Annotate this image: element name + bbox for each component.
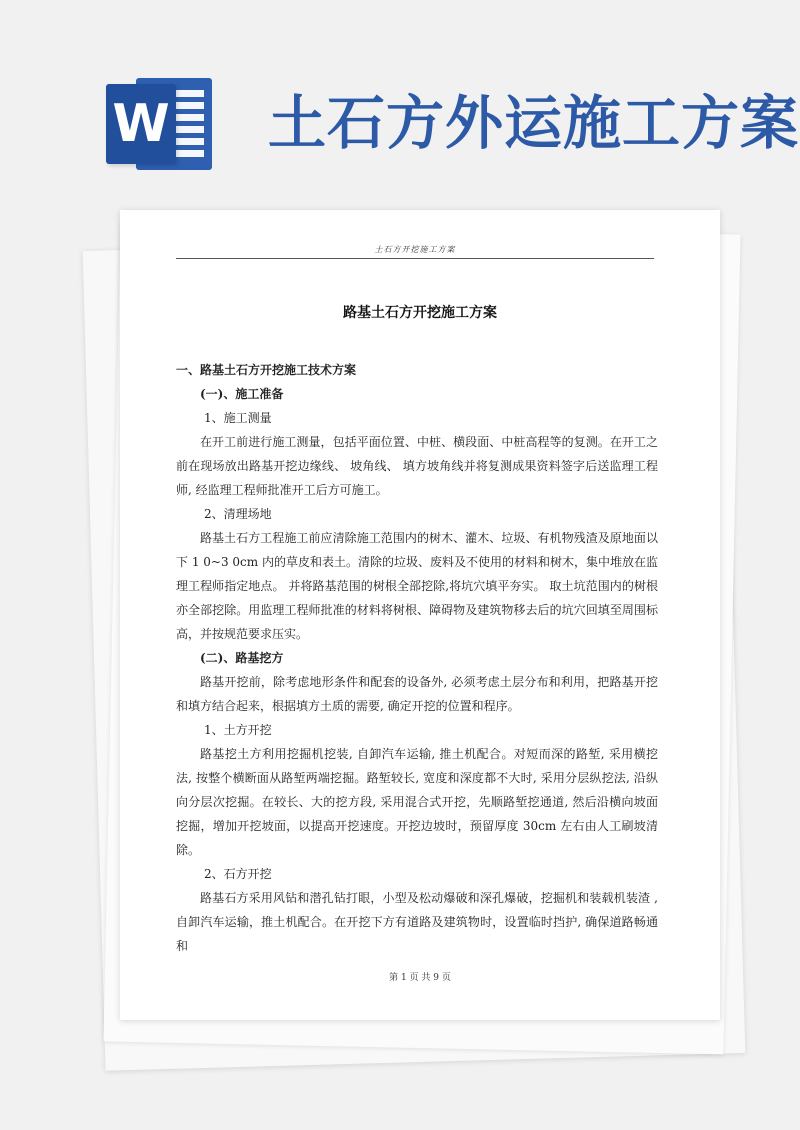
document-page <box>120 210 720 1020</box>
page-header: 土石方开挖施工方案 <box>374 245 456 254</box>
document-body <box>176 358 658 958</box>
section-heading: (二)、路基挖方 <box>200 651 284 665</box>
header-divider <box>176 258 654 259</box>
section-heading: 2、清理场地 <box>204 507 272 521</box>
paragraph: 路基土石方工程施工前应清除施工范围内的树木、灌木、垃圾、有机物残渣及原地面以下 1 0~3 0cm 内的草皮和表土。清除的垃圾、废料及不使用的材料和树木，集中堆放在监理工程师指定地点。 并将路基范围的树根全部挖除,将坑穴填平夯实。 取土坑范围内的树根亦全部挖除。用监理工程师批准的材料将树根、障碍物及建筑物移去后的坑穴回填至周围标高，并按规范要求压实。 <box>176 531 658 641</box>
section-heading: 1、施工测量 <box>204 411 272 425</box>
paragraph: 路基挖土方利用挖掘机挖装, 自卸汽车运输, 推土机配合。对短而深的路堑, 采用横挖法, 按整个横断面从路堑两端挖掘。路堑较长, 宽度和深度都不大时, 采用分层纵挖法, 沿纵向分层次挖掘。在较长、大的挖方段, 采用混合式开挖，先顺路堑挖通道, 然后沿横向坡面挖掘，增加开挖坡面，以提高开挖速度。开挖边坡时，预留厚度 30cm 左右由人工刷坡清除。 <box>176 747 658 857</box>
paragraph: 路基石方采用风钻和潜孔钻打眼，小型及松动爆破和深孔爆破，挖掘机和装载机装渣 , 自卸汽车运输，推土机配合。在开挖下方有道路及建筑物时，设置临时挡护, 确保道路畅通和 <box>176 891 658 953</box>
paragraph: 路基开挖前，除考虑地形条件和配套的设备外, 必须考虑土层分布和利用，把路基开挖和填方结合起来，根据填方土质的需要, 确定开挖的位置和程序。 <box>176 675 658 713</box>
section-heading: 1、土方开挖 <box>204 723 272 737</box>
banner <box>0 0 800 190</box>
word-document-icon <box>106 78 214 178</box>
page-footer: 第 1 页 共 9 页 <box>389 973 451 983</box>
word-icon-letter: W <box>106 84 176 164</box>
document-title: 路基土石方开挖施工方案 <box>343 305 497 321</box>
banner-title: 土石方外运施工方案 <box>268 89 800 157</box>
section-heading: 一、路基土石方开挖施工技术方案 <box>176 363 357 377</box>
paragraph: 在开工前进行施工测量，包括平面位置、中桩、横段面、中桩高程等的复测。在开工之前在现场放出路基开挖边缘线、 坡角线、 填方坡角线并将复测成果资料签字后送监理工程师, 经监理工程师批准开工后方可施工。 <box>176 435 658 497</box>
section-heading: (一)、施工准备 <box>200 387 284 401</box>
section-heading: 2、石方开挖 <box>204 867 272 881</box>
